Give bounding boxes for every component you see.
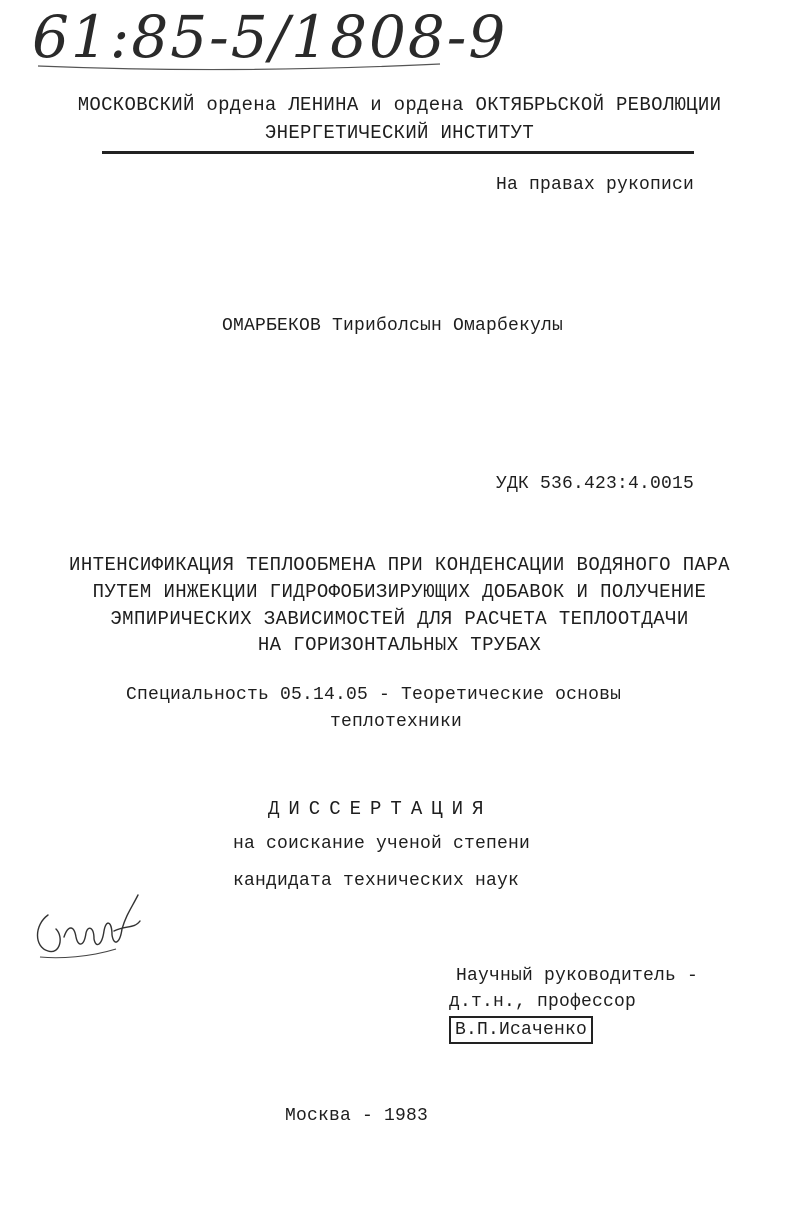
supervisor-name-box (449, 1016, 593, 1044)
title-line-4: НА ГОРИЗОНТАЛЬНЫХ ТРУБАХ (257, 634, 542, 656)
title-line-3: ЭМПИРИЧЕСКИХ ЗАВИСИМОСТЕЙ ДЛЯ РАСЧЕТА ТЕПЛООТДАЧИ (110, 608, 689, 630)
supervisor-role: Научный руководитель - (456, 966, 699, 986)
supervisor-name: В.П.Исаченко (449, 1016, 593, 1044)
title-line-1: ИНТЕНСИФИКАЦИЯ ТЕПЛООБМЕНА ПРИ КОНДЕНСАЦИИ ВОДЯНОГО ПАРА (69, 554, 730, 576)
author-name: ОМАРБЕКОВ Тириболсын Омарбекулы (222, 316, 564, 336)
place-year: Москва - 1983 (285, 1106, 429, 1126)
signature-mark (30, 885, 150, 975)
supervisor-title: д.т.н., профессор (449, 992, 637, 1012)
institution-line-1: МОСКОВСКИЙ ордена ЛЕНИНА и ордена ОКТЯБРЬСКОЙ РЕВОЛЮЦИИ (77, 94, 722, 116)
specialty-line-2: теплотехники (330, 712, 463, 732)
institution-line-2: ЭНЕРГЕТИЧЕСКИЙ ИНСТИТУТ (264, 122, 535, 144)
header-divider (102, 151, 694, 154)
handwritten-catalog-number: 61:85-5/1808-9 (32, 3, 508, 71)
degree-line-2: кандидата технических наук (233, 871, 520, 891)
work-type: ДИССЕРТАЦИЯ (268, 798, 493, 820)
manuscript-rights: На правах рукописи (495, 175, 694, 195)
specialty-line-1: Специальность 05.14.05 - Теоретические основы (126, 685, 622, 705)
catalog-underline-stroke (30, 60, 450, 80)
title-line-2: ПУТЕМ ИНЖЕКЦИИ ГИДРОФОБИЗИРУЮЩИХ ДОБАВОК И ПОЛУЧЕНИЕ (92, 581, 707, 603)
udc-code: УДК 536.423:4.0015 (495, 474, 694, 494)
degree-line-1: на соискание ученой степени (233, 834, 531, 854)
